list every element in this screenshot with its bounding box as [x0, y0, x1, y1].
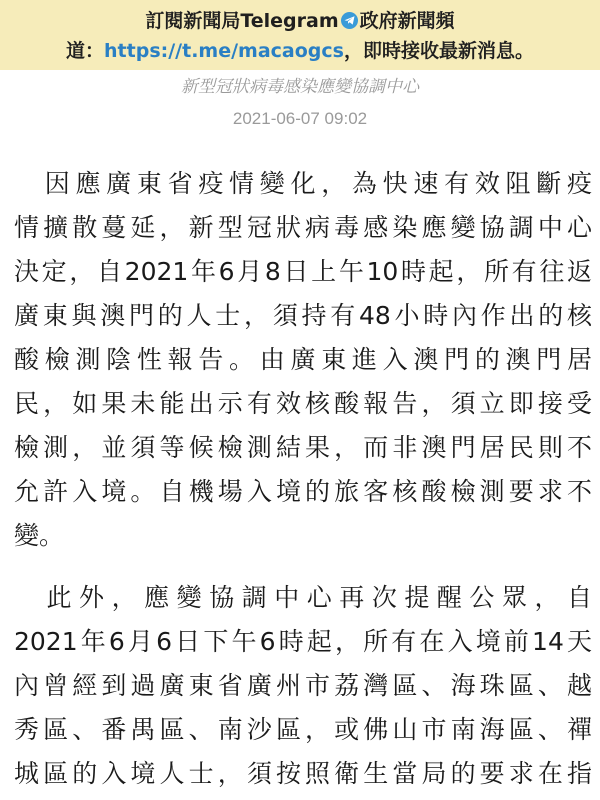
article-paragraph-2: [14, 576, 592, 796]
banner-line-1: [0, 6, 600, 36]
paragraph-line: 決定，自2021年6月8日上午10時起，所有往返: [14, 257, 592, 286]
paragraph-line: 民，如果未能出示有效核酸報告，須立即接受: [14, 389, 592, 418]
paragraph-line: 檢測，並須等候檢測結果，而非澳門居民則不: [14, 433, 592, 462]
telegram-icon: [341, 12, 358, 29]
paragraph-line: 變。: [14, 521, 65, 550]
paragraph-line: 秀區、番禺區、南沙區，或佛山市南海區、禪: [14, 715, 592, 744]
banner-text-prefix-2: 道：: [66, 40, 105, 62]
telegram-channel-link[interactable]: https://t.me/macaogcs: [104, 40, 344, 62]
banner-text-suffix-2: ，即時接收最新消息。: [343, 40, 534, 62]
article-paragraph-1: [14, 162, 592, 558]
paragraph-line: 因應廣東省疫情變化，為快速有效阻斷疫: [14, 169, 592, 198]
banner-text-suffix: 政府新聞頻: [359, 10, 455, 32]
paragraph-line: 城區的入境人士，須按照衛生當局的要求在指: [14, 759, 592, 788]
paragraph-line: 酸檢測陰性報告。由廣東進入澳門的澳門居: [14, 345, 592, 374]
paragraph-line: 情擴散蔓延，新型冠狀病毒感染應變協調中心: [14, 213, 592, 242]
telegram-subscription-banner[interactable]: [0, 0, 600, 70]
paragraph-line: 廣東與澳門的人士，須持有48小時內作出的核: [14, 301, 592, 330]
paragraph-line: 此外，應變協調中心再次提醒公眾，自: [14, 583, 592, 612]
banner-line-2: [0, 36, 600, 66]
paragraph-line: 2021年6月6日下午6時起，所有在入境前14天: [14, 627, 592, 656]
paragraph-line: 允許入境。自機場入境的旅客核酸檢測要求不: [14, 477, 592, 506]
banner-text-prefix: 訂閱新聞局Telegram: [145, 10, 339, 32]
article-source: 新型冠狀病毒感染應變協調中心: [181, 77, 419, 97]
article-date: 2021-06-07 09:02: [232, 109, 368, 128]
paragraph-line: 內曾經到過廣東省廣州市荔灣區、海珠區、越: [14, 671, 592, 700]
